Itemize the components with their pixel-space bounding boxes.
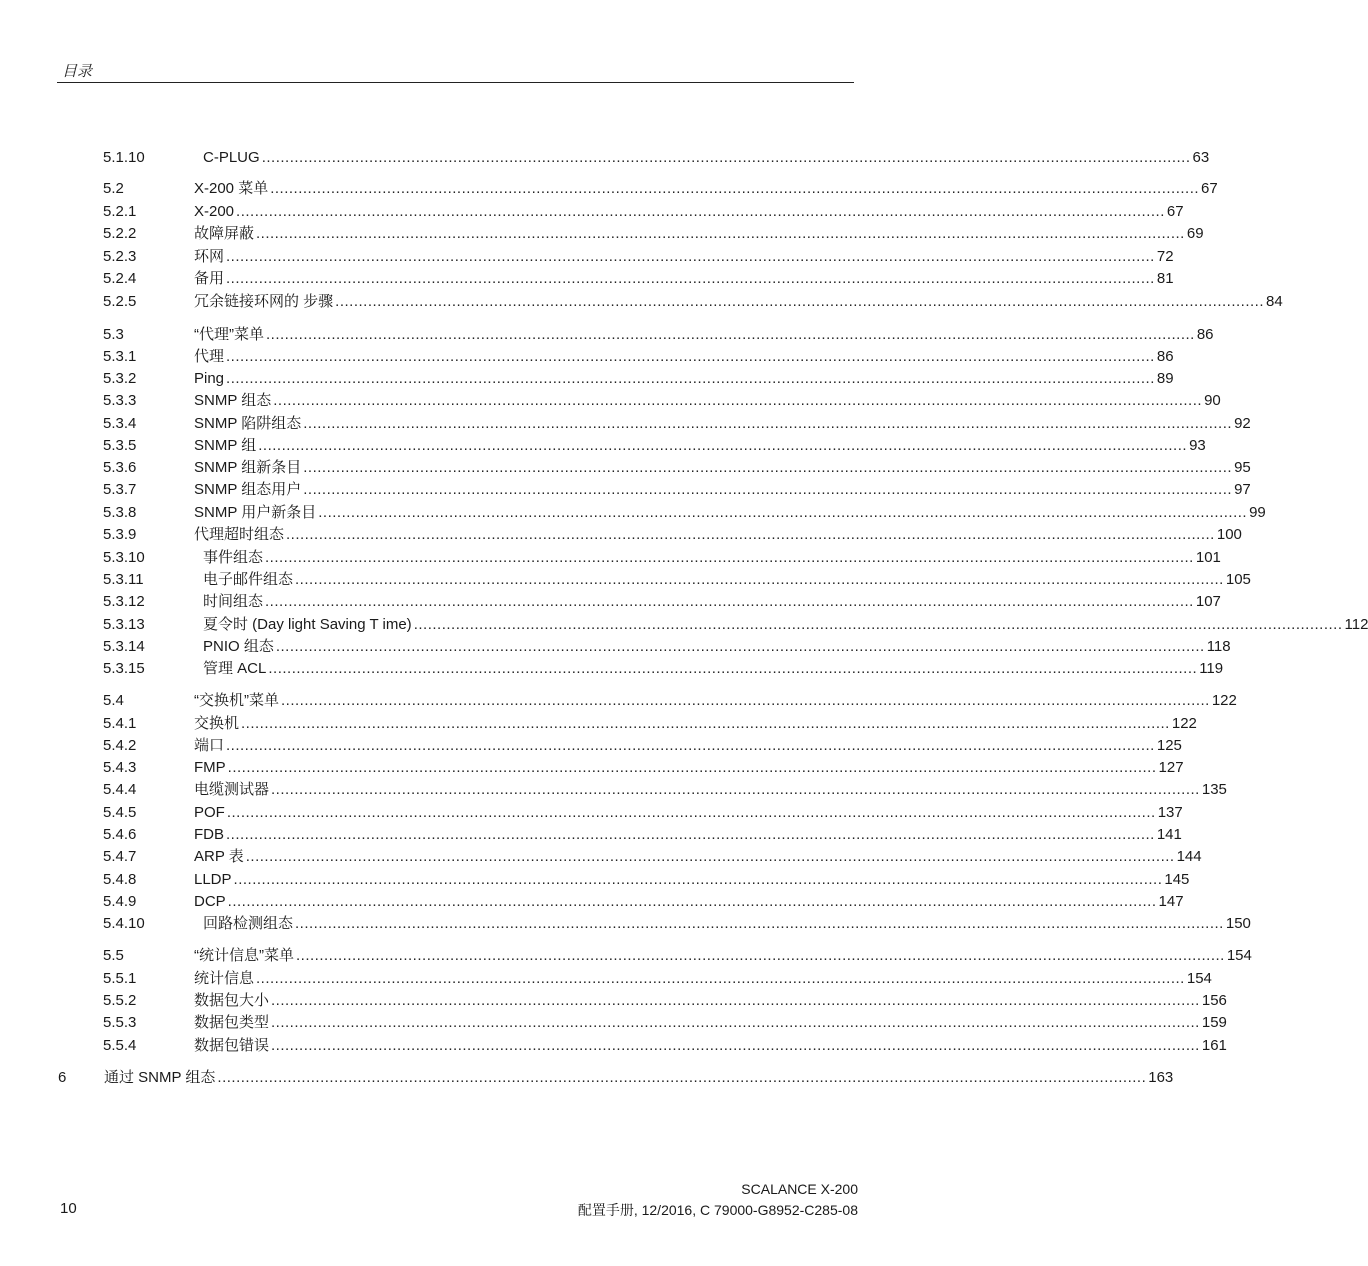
- toc-entry-page: 67: [1166, 203, 1184, 220]
- toc-entry-page: 89: [1156, 370, 1174, 387]
- toc-entry-title: PNIO 组态: [203, 638, 274, 655]
- toc-entry[interactable]: [0, 435, 1206, 457]
- toc-entry[interactable]: [0, 614, 1368, 636]
- toc-leader-dots: .......................................................................................................................................................................................................: [270, 180, 1200, 197]
- toc-entry-number: 5.3.7: [103, 481, 137, 498]
- toc-entry-number: 5.3.4: [103, 415, 137, 432]
- toc-leader-dots: .......................................................................................................................................................................................................: [273, 392, 1203, 409]
- toc-entry-title: FDB: [194, 826, 224, 843]
- toc-entry-number: 5.3.3: [103, 392, 137, 409]
- toc-leader-dots: .......................................................................................................................................................................................................: [226, 737, 1155, 754]
- toc-entry-title: 时间组态: [203, 593, 264, 610]
- toc-entry-number: 5.2.5: [103, 293, 137, 310]
- toc-entry[interactable]: [0, 147, 1210, 169]
- toc-entry-number: 5.4.5: [103, 804, 137, 821]
- toc-entry-number: 5.4.8: [103, 871, 137, 888]
- toc-leader-dots: .......................................................................................................................................................................................................: [226, 348, 1155, 365]
- toc-leader-dots: .......................................................................................................................................................................................................: [303, 459, 1233, 476]
- toc-leader-dots: .......................................................................................................................................................................................................: [265, 593, 1194, 610]
- toc-entry-page: 92: [1234, 415, 1251, 432]
- toc-entry-title: 数据包大小: [194, 992, 270, 1009]
- toc-entry-title: 冗余链接环网的 步骤: [194, 293, 334, 310]
- toc-entry-number: 5.4.10: [103, 915, 145, 932]
- toc-entry[interactable]: [0, 479, 1251, 501]
- toc-entry[interactable]: [0, 368, 1174, 390]
- toc-leader-dots: .......................................................................................................................................................................................................: [226, 370, 1155, 387]
- toc-entry-title: 数据包错误: [194, 1037, 270, 1054]
- toc-leader-dots: .......................................................................................................................................................................................................: [226, 248, 1155, 265]
- toc-entry-title: LLDP: [194, 871, 232, 888]
- toc-entry-title: “交换机”菜单: [194, 692, 279, 709]
- toc-entry-title: SNMP 用户新条目: [194, 504, 317, 521]
- toc-entry-page: 127: [1158, 759, 1184, 776]
- toc-entry-number: 5.3.8: [103, 504, 137, 521]
- toc-leader-dots: .......................................................................................................................................................................................................: [303, 415, 1233, 432]
- toc-leader-dots: .......................................................................................................................................................................................................: [217, 1069, 1147, 1086]
- toc-entry-number: 5.3.5: [103, 437, 137, 454]
- toc-entry[interactable]: [0, 779, 1227, 801]
- toc-entry-number: 5.5.1: [103, 970, 137, 987]
- toc-entry-title: 事件组态: [203, 549, 264, 566]
- toc-entry-title: 电缆测试器: [194, 781, 270, 798]
- toc-entry-title: C-PLUG: [203, 149, 260, 166]
- toc-entry-page: 147: [1158, 893, 1184, 910]
- toc-entry[interactable]: [0, 735, 1182, 757]
- toc-leader-dots: .......................................................................................................................................................................................................: [241, 715, 1170, 732]
- toc-entry-title: FMP: [194, 759, 226, 776]
- toc-entry-number: 5.3.15: [103, 660, 145, 677]
- toc-leader-dots: .......................................................................................................................................................................................................: [271, 992, 1200, 1009]
- toc-entry-page: 122: [1171, 715, 1197, 732]
- toc-entry-title: 夏令时 (Day light Saving T ime): [203, 616, 412, 633]
- toc-entry[interactable]: [0, 824, 1182, 846]
- toc-leader-dots: .......................................................................................................................................................................................................: [295, 915, 1224, 932]
- toc-entry-page: 99: [1249, 504, 1266, 521]
- toc-entry[interactable]: [0, 268, 1174, 290]
- toc-entry-title: SNMP 组态用户: [194, 481, 302, 498]
- toc-entry-number: 5.4.6: [103, 826, 137, 843]
- toc-leader-dots: .......................................................................................................................................................................................................: [258, 437, 1188, 454]
- toc-entry[interactable]: [0, 390, 1221, 412]
- toc-entry[interactable]: [0, 591, 1221, 613]
- toc-entry[interactable]: [0, 1035, 1227, 1057]
- toc-entry-title: 管理 ACL: [203, 660, 267, 677]
- toc-entry-title: 回路检测组态: [203, 915, 294, 932]
- toc-entry-page: 84: [1266, 293, 1283, 310]
- toc-entry-number: 5.5: [103, 947, 124, 964]
- toc-entry-title: 代理: [194, 348, 225, 365]
- toc-entry-number: 5.2.1: [103, 203, 137, 220]
- toc-leader-dots: .......................................................................................................................................................................................................: [226, 270, 1155, 287]
- toc-entry-title: 环网: [194, 248, 225, 265]
- toc-leader-dots: .......................................................................................................................................................................................................: [271, 781, 1200, 798]
- header-rule: [57, 82, 854, 83]
- toc-entry-page: 144: [1176, 848, 1202, 865]
- toc-leader-dots: .......................................................................................................................................................................................................: [296, 947, 1225, 964]
- toc-entry-number: 5.2.3: [103, 248, 137, 265]
- toc-entry-title: 端口: [194, 737, 225, 754]
- toc-entry-title: 备用: [194, 270, 225, 287]
- toc-entry-number: 5.1.10: [103, 149, 145, 166]
- toc-entry-page: 93: [1189, 437, 1206, 454]
- toc-entry-number: 5.4.1: [103, 715, 137, 732]
- toc-leader-dots: .......................................................................................................................................................................................................: [413, 616, 1343, 633]
- toc-leader-dots: .......................................................................................................................................................................................................: [256, 225, 1185, 242]
- toc-entry-number: 5.4.7: [103, 848, 137, 865]
- toc-leader-dots: .......................................................................................................................................................................................................: [303, 481, 1233, 498]
- toc-entry-page: 118: [1206, 638, 1231, 655]
- toc-entry-title: SNMP 组新条目: [194, 459, 302, 476]
- toc-entry-title: SNMP 陷阱组态: [194, 415, 302, 432]
- toc-entry-title: 代理超时组态: [194, 526, 285, 543]
- toc-leader-dots: .......................................................................................................................................................................................................: [245, 848, 1175, 865]
- toc-entry-page: 145: [1164, 871, 1190, 888]
- toc-leader-dots: .......................................................................................................................................................................................................: [318, 504, 1248, 521]
- toc-entry-title: 统计信息: [194, 970, 255, 987]
- toc-entry[interactable]: [0, 636, 1231, 658]
- toc-entry-number: 6: [58, 1069, 67, 1086]
- toc-entry-page: 105: [1225, 571, 1251, 588]
- toc-entry-page: 86: [1156, 348, 1174, 365]
- toc-entry[interactable]: [0, 1012, 1227, 1034]
- toc-entry-title: SNMP 组态: [194, 392, 272, 409]
- toc-entry[interactable]: [0, 223, 1204, 245]
- toc-entry-number: 5.5.4: [103, 1037, 137, 1054]
- toc-entry-page: 161: [1201, 1037, 1227, 1054]
- toc-entry[interactable]: [0, 757, 1184, 779]
- toc-entry-title: Ping: [194, 370, 225, 387]
- toc-leader-dots: .......................................................................................................................................................................................................: [236, 203, 1165, 220]
- toc-entry[interactable]: [0, 291, 1283, 313]
- toc-entry-number: 5.3.6: [103, 459, 137, 476]
- toc-entry-number: 5.4: [103, 692, 124, 709]
- toc-entry-page: 67: [1201, 180, 1218, 197]
- toc-leader-dots: .......................................................................................................................................................................................................: [226, 826, 1155, 843]
- toc-entry-number: 5.3.9: [103, 526, 137, 543]
- toc-entry[interactable]: [0, 713, 1197, 735]
- toc-entry-title: 交换机: [194, 715, 240, 732]
- toc-entry-page: 141: [1156, 826, 1182, 843]
- toc-entry[interactable]: [0, 413, 1251, 435]
- toc-entry-number: 5.5.2: [103, 992, 137, 1009]
- toc-entry[interactable]: [0, 990, 1227, 1012]
- toc-entry-title: 通过 SNMP 组态: [104, 1069, 216, 1086]
- toc-leader-dots: .......................................................................................................................................................................................................: [256, 970, 1185, 987]
- toc-entry-page: 100: [1216, 526, 1242, 543]
- toc-entry[interactable]: [0, 869, 1190, 891]
- toc-entry-page: 154: [1186, 970, 1212, 987]
- toc-entry[interactable]: [0, 201, 1184, 223]
- toc-entry-page: 156: [1201, 992, 1227, 1009]
- toc-entry[interactable]: [0, 846, 1202, 868]
- toc-entry[interactable]: [0, 1067, 1174, 1089]
- toc-entry-number: 5.2.2: [103, 225, 137, 242]
- toc-leader-dots: .......................................................................................................................................................................................................: [275, 638, 1205, 655]
- toc-entry-page: 119: [1199, 660, 1224, 677]
- toc-entry-page: 101: [1195, 549, 1221, 566]
- toc-leader-dots: .......................................................................................................................................................................................................: [271, 1014, 1200, 1031]
- toc-entry-page: 137: [1157, 804, 1183, 821]
- toc-entry-number: 5.3.2: [103, 370, 137, 387]
- running-header-title: 目录: [62, 63, 93, 80]
- toc-entry-number: 5.3.11: [103, 571, 144, 588]
- footer-product-name: SCALANCE X-200: [741, 1181, 858, 1197]
- toc-entry-number: 5.4.9: [103, 893, 137, 910]
- toc-entry-number: 5.2: [103, 180, 124, 197]
- toc-entry-page: 159: [1201, 1014, 1227, 1031]
- toc-leader-dots: .......................................................................................................................................................................................................: [266, 326, 1195, 343]
- toc-entry-number: 5.3.1: [103, 348, 137, 365]
- toc-entry-number: 5.4.3: [103, 759, 137, 776]
- toc-entry[interactable]: [0, 945, 1252, 967]
- toc-leader-dots: .......................................................................................................................................................................................................: [265, 549, 1194, 566]
- toc-entry-page: 63: [1192, 149, 1210, 166]
- toc-entry-page: 69: [1186, 225, 1204, 242]
- toc-entry-number: 5.2.4: [103, 270, 137, 287]
- toc-entry-page: 150: [1225, 915, 1251, 932]
- toc-entry-title: 故障屏蔽: [194, 225, 255, 242]
- toc-entry[interactable]: [0, 502, 1266, 524]
- toc-leader-dots: .......................................................................................................................................................................................................: [281, 692, 1210, 709]
- toc-entry-page: 163: [1148, 1069, 1174, 1086]
- toc-entry[interactable]: [0, 524, 1242, 546]
- toc-entry-title: “代理”菜单: [194, 326, 264, 343]
- toc-entry-number: 5.4.2: [103, 737, 137, 754]
- toc-entry-title: 数据包类型: [194, 1014, 270, 1031]
- toc-entry-title: “统计信息”菜单: [194, 947, 294, 964]
- toc-entry-page: 86: [1196, 326, 1214, 343]
- toc-entry[interactable]: [0, 457, 1251, 479]
- toc-entry[interactable]: [0, 891, 1184, 913]
- toc-leader-dots: .......................................................................................................................................................................................................: [227, 759, 1157, 776]
- toc-entry-number: 5.4.4: [103, 781, 137, 798]
- toc-entry-title: ARP 表: [194, 848, 244, 865]
- toc-entry-page: 112: [1344, 616, 1368, 633]
- toc-entry-page: 97: [1234, 481, 1251, 498]
- toc-entry-title: X-200: [194, 203, 235, 220]
- toc-entry-page: 90: [1204, 392, 1221, 409]
- toc-entry-number: 5.3.12: [103, 593, 145, 610]
- toc-leader-dots: .......................................................................................................................................................................................................: [226, 804, 1156, 821]
- toc-entry-number: 5.3.13: [103, 616, 145, 633]
- toc-entry-title: 电子邮件组态: [203, 571, 294, 588]
- toc-leader-dots: .......................................................................................................................................................................................................: [271, 1037, 1200, 1054]
- toc-entry[interactable]: [0, 246, 1174, 268]
- toc-leader-dots: .......................................................................................................................................................................................................: [286, 526, 1215, 543]
- toc-entry[interactable]: [0, 569, 1251, 591]
- toc-entry-number: 5.5.3: [103, 1014, 137, 1031]
- toc-leader-dots: .......................................................................................................................................................................................................: [335, 293, 1265, 310]
- footer-manual-info: 配置手册, 12/2016, C 79000-G8952-C285-08: [577, 1202, 858, 1218]
- toc-entry-number: 5.3: [103, 326, 124, 343]
- toc-entry-page: 107: [1195, 593, 1221, 610]
- toc-entry[interactable]: [0, 913, 1251, 935]
- toc-entry-number: 5.3.14: [103, 638, 145, 655]
- toc-entry-page: 135: [1201, 781, 1227, 798]
- toc-leader-dots: .......................................................................................................................................................................................................: [233, 871, 1163, 888]
- toc-leader-dots: .......................................................................................................................................................................................................: [268, 660, 1198, 677]
- toc-entry[interactable]: [0, 802, 1183, 824]
- toc-entry-page: 125: [1156, 737, 1182, 754]
- toc-leader-dots: .......................................................................................................................................................................................................: [227, 893, 1157, 910]
- footer-page-number: 10: [60, 1200, 77, 1217]
- toc-entry-page: 81: [1156, 270, 1174, 287]
- toc-entry-title: POF: [194, 804, 225, 821]
- toc-entry-page: 95: [1234, 459, 1251, 476]
- toc-entry-page: 72: [1156, 248, 1174, 265]
- toc-entry[interactable]: [0, 690, 1237, 712]
- toc-leader-dots: .......................................................................................................................................................................................................: [295, 571, 1224, 588]
- toc-entry[interactable]: [0, 324, 1214, 346]
- toc-entry-title: SNMP 组: [194, 437, 257, 454]
- toc-entry-title: X-200 菜单: [194, 180, 269, 197]
- toc-leader-dots: .......................................................................................................................................................................................................: [261, 149, 1191, 166]
- toc-entry[interactable]: [0, 547, 1221, 569]
- toc-entry-number: 5.3.10: [103, 549, 145, 566]
- toc-entry-page: 122: [1211, 692, 1237, 709]
- toc-entry[interactable]: [0, 346, 1174, 368]
- toc-entry[interactable]: [0, 968, 1212, 990]
- toc-entry-title: DCP: [194, 893, 226, 910]
- toc-entry[interactable]: [0, 178, 1218, 200]
- toc-entry[interactable]: [0, 658, 1224, 680]
- toc-entry-page: 154: [1226, 947, 1252, 964]
